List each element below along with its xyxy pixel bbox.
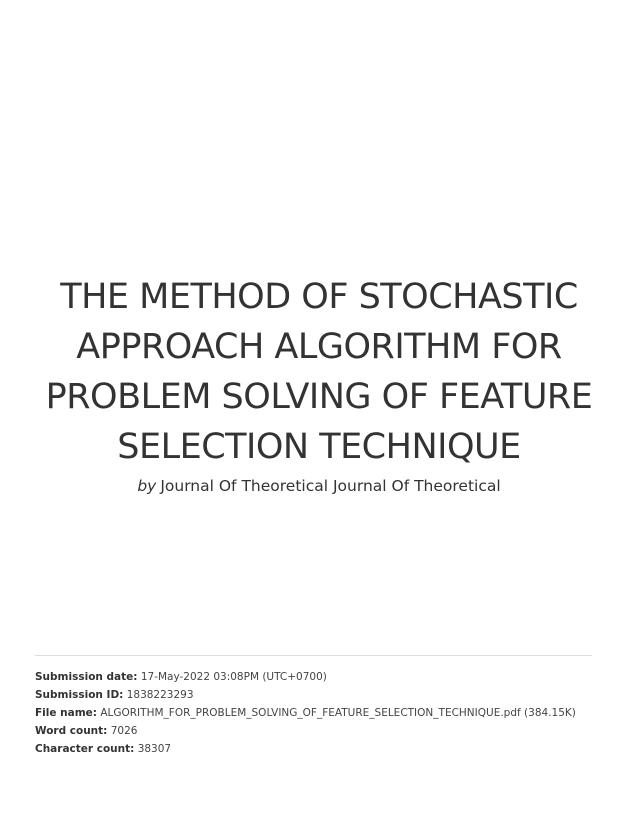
submission-id-value: 1838223293 <box>126 689 194 701</box>
title-block <box>0 272 638 495</box>
document-title: THE METHOD OF STOCHASTIC APPROACH ALGORITHM FOR PROBLEM SOLVING OF FEATURE SELECTION TECHNIQUE <box>45 277 593 467</box>
byline <box>0 477 638 495</box>
word-count-value: 7026 <box>110 725 138 737</box>
submission-id-row <box>35 686 576 704</box>
submission-date-value: 17-May-2022 03:08PM (UTC+0700) <box>140 671 327 683</box>
file-name-row <box>35 704 576 722</box>
character-count-row <box>35 740 576 758</box>
by-label: by <box>137 477 157 495</box>
divider <box>35 655 592 656</box>
author-name: Journal Of Theoretical Journal Of Theoretical <box>160 477 501 495</box>
submission-id-label: Submission ID: <box>35 689 124 701</box>
character-count-value: 38307 <box>137 743 172 755</box>
word-count-label: Word count: <box>35 725 108 737</box>
word-count-row <box>35 722 576 740</box>
submission-date-label: Submission date: <box>35 671 138 683</box>
file-name-label: File name: <box>35 707 97 719</box>
file-name-value: ALGORITHM_FOR_PROBLEM_SOLVING_OF_FEATURE_SELECTION_TECHNIQUE.pdf (384.15K) <box>100 707 576 719</box>
character-count-label: Character count: <box>35 743 135 755</box>
submission-details <box>35 668 576 758</box>
submission-date-row <box>35 668 576 686</box>
